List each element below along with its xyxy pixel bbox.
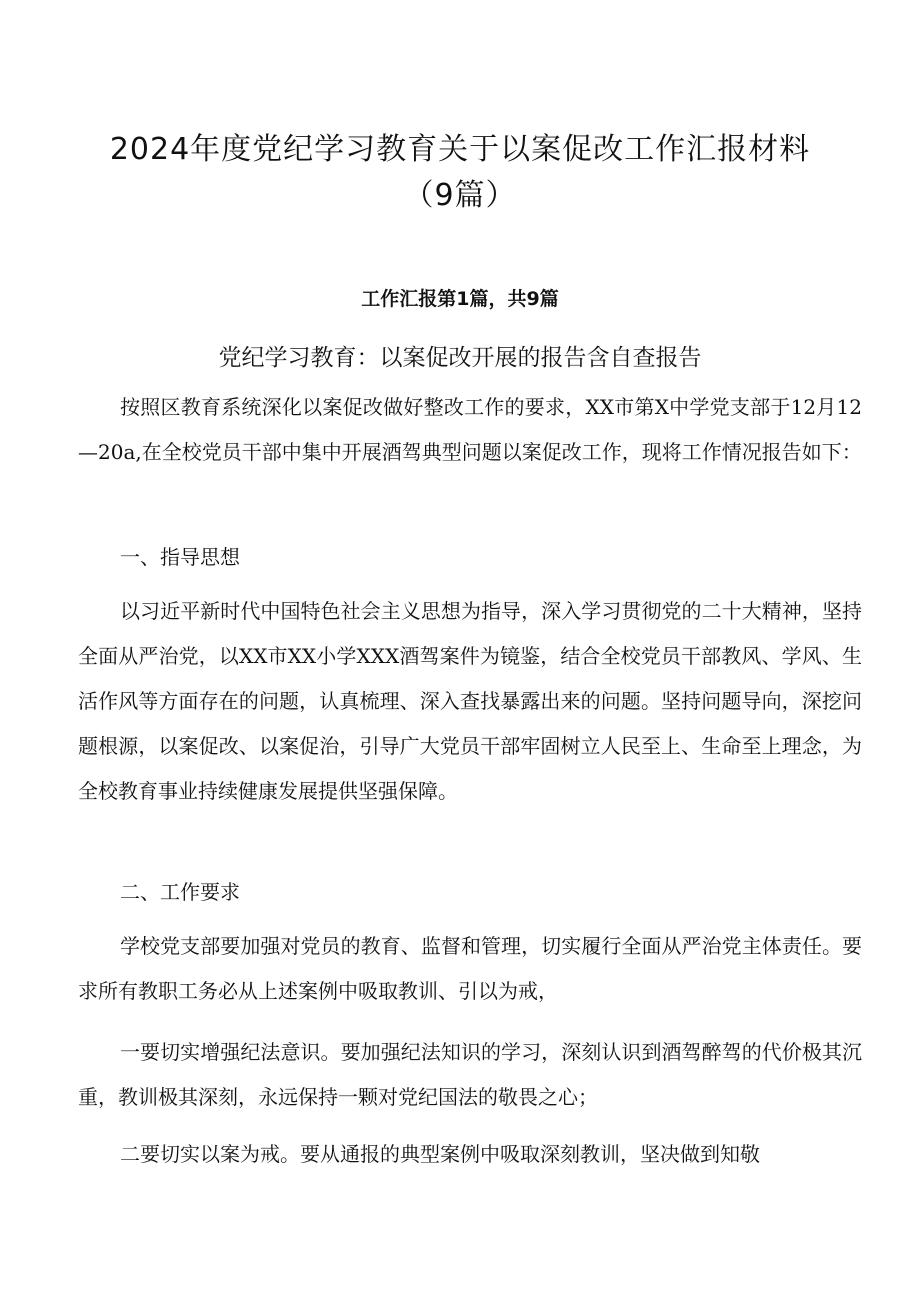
section-heading-guiding-thought: 一、指导思想 [120, 545, 240, 569]
requirement-one-paragraph: 一要切实增强纪法意识。要加强纪法知识的学习，深刻认识到酒驾醉驾的代价极其沉重，教训极其深刻，永远保持一颗对党纪国法的敬畏之心； [78, 1040, 862, 1109]
requirement-two-paragraph: 二要切实以案为戒。要从通报的典型案例中吸取深刻教训，坚决做到知敬 [120, 1142, 760, 1166]
document-title-line2: （9篇） [403, 178, 517, 213]
guiding-thought-paragraph: 以习近平新时代中国特色社会主义思想为指导，深入学习贯彻党的二十大精神，坚持全面从严治党，以XX市XX小学XXX酒驾案件为镜鉴，结合全校党员干部教风、学风、生活作风等方面存在的问题，认真梳理、深入查找暴露出来的问题。坚持问题导向，深挖问题根源，以案促改、以案促治，引导广大党员干部牢固树立人民至上、生命至上理念，为全校教育事业持续健康发展提供坚强保障。 [78, 599, 862, 803]
intro-paragraph: 按照区教育系统深化以案促改做好整改工作的要求，XX市第X中学党支部于12月12—20a,在全校党员干部中集中开展酒驾典型问题以案促改工作，现将工作情况报告如下： [78, 395, 862, 464]
document-title-line1: 2024年度党纪学习教育关于以案促改工作汇报材料 [109, 132, 811, 167]
document-subtitle: 工作汇报第1篇，共9篇 [361, 288, 559, 310]
report-heading: 党纪学习教育：以案促改开展的报告含自查报告 [218, 345, 702, 371]
work-requirements-paragraph: 学校党支部要加强对党员的教育、监督和管理，切实履行全面从严治党主体责任。要求所有教职工务必从上述案例中吸取教训、引以为戒， [78, 934, 862, 1003]
section-heading-work-requirements: 二、工作要求 [120, 880, 240, 904]
